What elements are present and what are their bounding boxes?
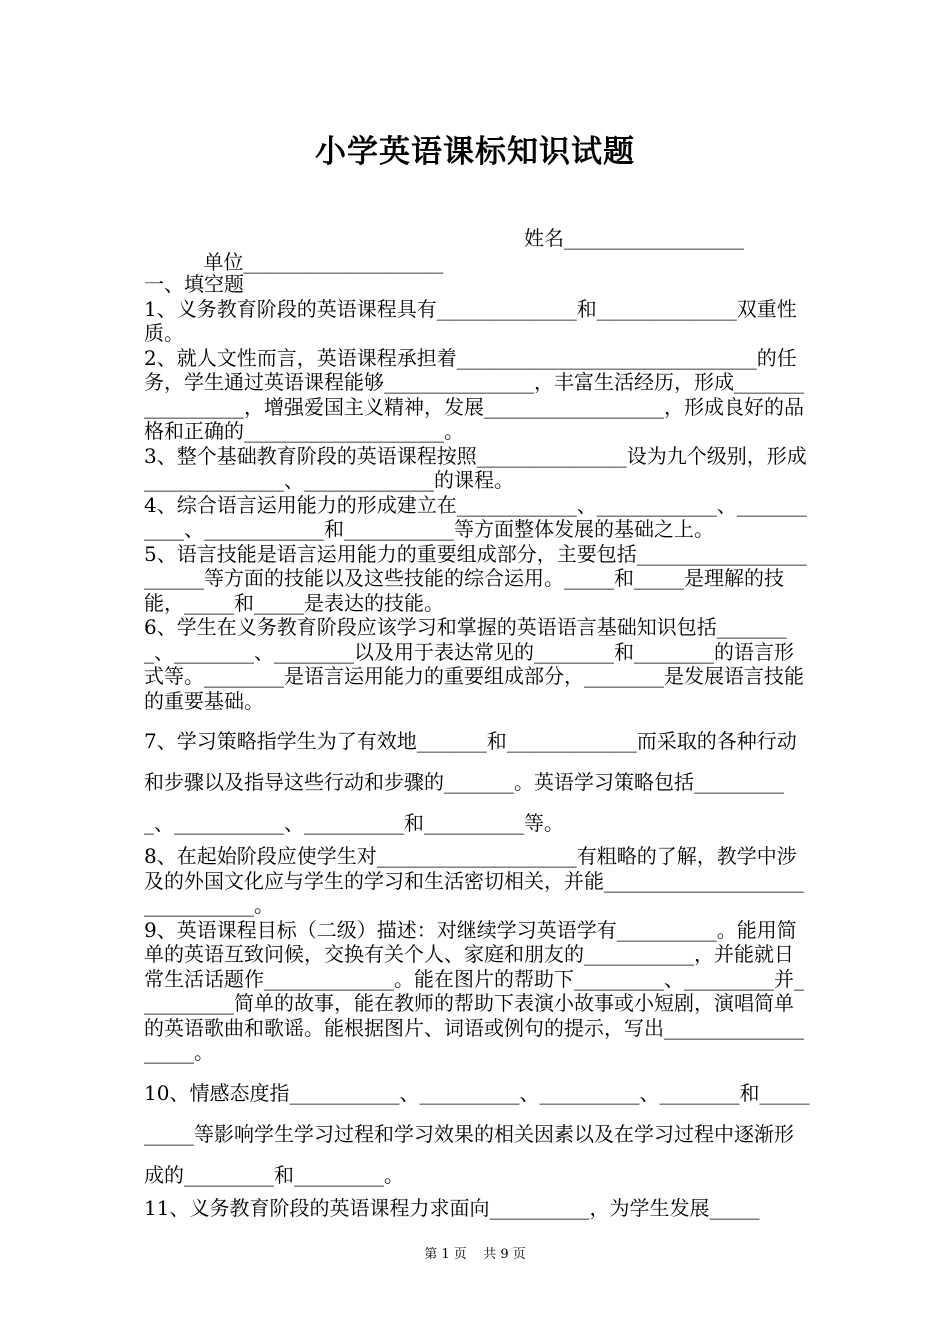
question-4: 4、综合语言运用能力的形成建立在____________、____________、___________、____________和___________等方面整体发展的基础之上。	[144, 492, 807, 541]
question-1: 1、义务教育阶段的英语课程具有______________和______________双重性质。	[144, 296, 797, 345]
section-heading: 一、填空题	[144, 272, 244, 296]
question-11: 11、义务教育阶段的英语课程力求面向__________，为学生发展_____	[144, 1195, 760, 1220]
question-10: 10、情感态度指___________、__________、__________、________和__________等影响学生学习过程和学习效果的相关因素以及在学习过程中逐渐形成的_________和_________。	[144, 1080, 810, 1187]
question-7: 7、学习策略指学生为了有效地_______和_____________而采取的各种行动和步骤以及指导这些行动和步骤的_______。英语学习策略包括__________、___________、__________和__________等。	[144, 729, 797, 835]
question-6: 6、学生在义务教育阶段应该学习和掌握的英语语言基础知识包括________、________、________以及用于表达常见的________和________的语言形式等。________是语言运用能力的重要组成部分，________是发展语言技能的重要基础。	[144, 615, 804, 713]
question-2: 2、就人文性而言，英语课程承担着______________________________的任务，学生通过英语课程能够_______________，丰富生活经历，形成_________________，增强爱国主义精神，发展__________________，形成良好的品格和正确的____________________。	[144, 345, 804, 443]
question-5: 5、语言技能是语言运用能力的重要组成部分，主要包括_______________________等方面的技能以及这些技能的综合运用。_____和_____是理解的技能，_____和_____是表达的技能。	[144, 541, 807, 615]
question-8: 8、在起始阶段应使学生对____________________有粗略的了解，教学中涉及的外国文化应与学生的学习和生活密切相关，并能_______________________________。	[144, 844, 804, 917]
page-footer: 第 1 页 共 9 页	[424, 1247, 526, 1262]
question-3: 3、整个基础教育阶段的英语课程按照_______________设为九个级别，形成______________、_____________的课程。	[144, 443, 807, 492]
name-field: 姓名__________________	[524, 226, 744, 250]
unit-field: 单位____________________	[203, 250, 444, 274]
question-9: 9、英语课程目标（二级）描述：对继续学习英语学有__________。能用简单的英语互致问候，交换有关个人、家庭和朋友的___________，并能就日常生活话题作_____________。能在图片的帮助下_________、_________并__________简单的故事，能在教师的帮助下表演小故事或小短剧，演唱简单的英语歌曲和歌谣。能根据图片、词语或例句的提示，写出___________________。	[144, 917, 804, 1064]
question-list	[144, 272, 810, 1220]
page-title: 小学英语课标知识试题	[315, 134, 635, 170]
